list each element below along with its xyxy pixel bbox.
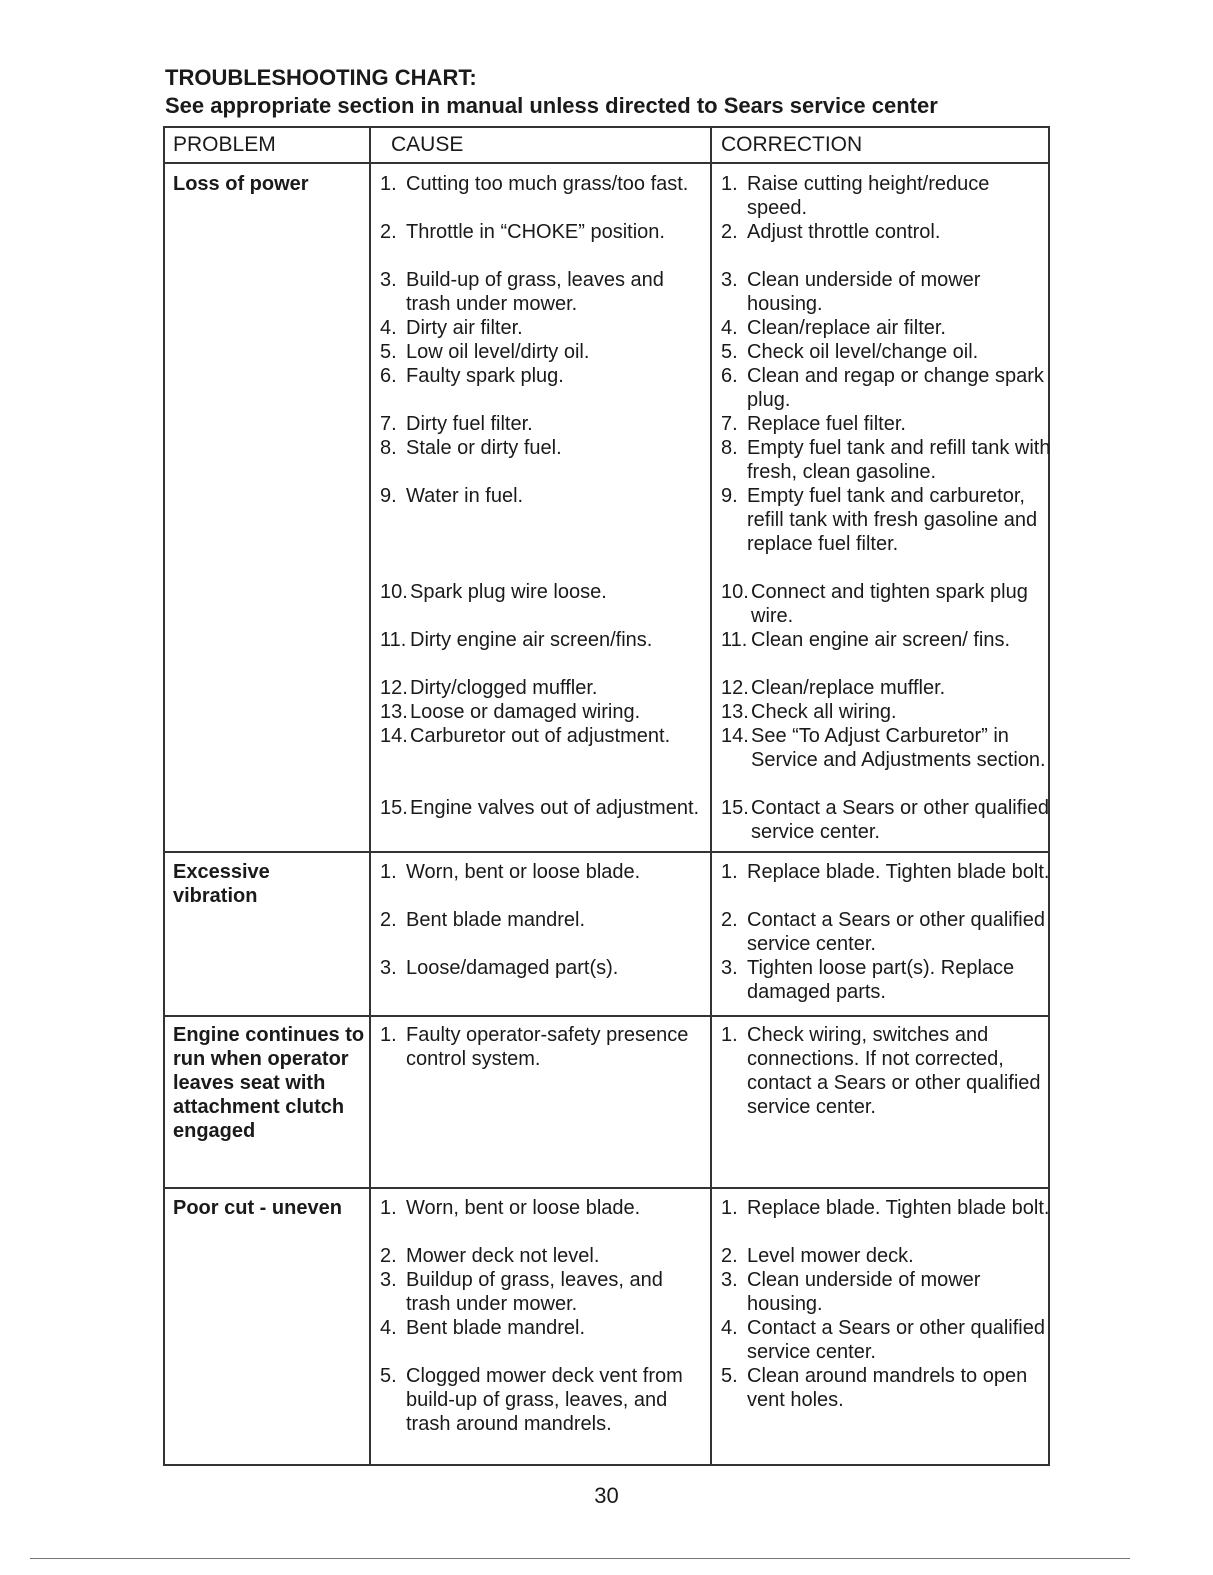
cause-item [380, 908, 700, 932]
correction-item [721, 1268, 1051, 1316]
correction-number: 5. [721, 341, 738, 363]
correction-number: 8. [721, 437, 738, 459]
cause-number: 3. [380, 957, 397, 979]
cause-text: Low oil level/dirty oil. [406, 341, 590, 363]
correction-item [721, 676, 1051, 700]
cause-number: 1. [380, 861, 397, 883]
cause-text: Build-up of grass, leaves and trash under mower. [406, 269, 664, 315]
correction-item [721, 1023, 1051, 1119]
cause-text: Dirty/clogged muffler. [410, 677, 598, 699]
correction-text: Clean/replace muffler. [751, 677, 946, 699]
correction-item [721, 1316, 1051, 1364]
cause-number: 2. [380, 1245, 397, 1267]
cause-item [380, 1244, 700, 1268]
cause-number: 9. [380, 485, 397, 507]
correction-number: 4. [721, 317, 738, 339]
correction-item [721, 220, 1051, 244]
cause-text: Bent blade mandrel. [406, 1317, 586, 1339]
cause-text: Carburetor out of adjustment. [410, 725, 671, 747]
cause-item [380, 724, 700, 748]
correction-item [721, 172, 1051, 220]
cause-number: 3. [380, 1269, 397, 1291]
cause-text: Faulty operator-safety presence control system. [406, 1024, 689, 1070]
problem-label: Poor cut - uneven [173, 1197, 342, 1219]
correction-item [721, 484, 1051, 556]
correction-number: 14. [721, 725, 749, 747]
correction-text: Check all wiring. [751, 701, 897, 723]
row-divider [165, 851, 1048, 853]
correction-item [721, 412, 1051, 436]
cause-item [380, 484, 700, 508]
cause-number: 12. [380, 677, 408, 699]
cause-item [380, 436, 700, 460]
correction-text: Clean and regap or change spark plug. [747, 365, 1044, 411]
correction-number: 2. [721, 221, 738, 243]
cause-item [380, 700, 700, 724]
cause-number: 7. [380, 413, 397, 435]
cause-number: 6. [380, 365, 397, 387]
cause-number: 5. [380, 341, 397, 363]
correction-item [721, 580, 1051, 628]
correction-text: Raise cutting height/reduce speed. [747, 173, 990, 219]
cause-number: 8. [380, 437, 397, 459]
correction-number: 12. [721, 677, 749, 699]
correction-text: Replace blade. Tighten blade bolt. [747, 1197, 1050, 1219]
correction-item [721, 268, 1051, 316]
correction-text: Replace blade. Tighten blade bolt. [747, 861, 1050, 883]
correction-item [721, 724, 1051, 772]
column-header-correction: CORRECTION [721, 133, 863, 156]
chart-heading [165, 64, 1065, 120]
correction-item [721, 340, 1051, 364]
table-header-row [165, 128, 1048, 164]
cause-item [380, 340, 700, 364]
cause-text: Dirty fuel filter. [406, 413, 533, 435]
correction-item [721, 364, 1051, 412]
correction-number: 2. [721, 1245, 738, 1267]
cause-item [380, 1196, 700, 1220]
correction-number: 10. [721, 581, 749, 603]
problem-label: Engine continues to run when operator leaves seat with attachment clutch engaged [173, 1024, 365, 1142]
cause-text: Engine valves out of adjustment. [410, 797, 700, 819]
cause-text: Mower deck not level. [406, 1245, 600, 1267]
correction-item [721, 700, 1051, 724]
correction-text: See “To Adjust Carburetor” in Service and Adjustments section. [751, 725, 1046, 771]
cause-item [380, 628, 700, 652]
cause-item [380, 1268, 700, 1316]
cause-item [380, 412, 700, 436]
cause-number: 13. [380, 701, 408, 723]
cause-number: 1. [380, 173, 397, 195]
correction-item [721, 1196, 1051, 1220]
cause-item [380, 1316, 700, 1340]
correction-text: Replace fuel filter. [747, 413, 906, 435]
column-divider [710, 128, 712, 1464]
cause-text: Buildup of grass, leaves, and trash under mower. [406, 1269, 663, 1315]
cause-text: Throttle in “CHOKE” position. [406, 221, 665, 243]
cause-number: 2. [380, 909, 397, 931]
column-divider [369, 128, 371, 1464]
cause-number: 11. [380, 629, 407, 651]
cause-number: 2. [380, 221, 397, 243]
troubleshooting-table [163, 126, 1050, 1466]
cause-text: Dirty engine air screen/fins. [410, 629, 653, 651]
cause-text: Faulty spark plug. [406, 365, 564, 387]
cause-item [380, 580, 700, 604]
cause-text: Worn, bent or loose blade. [406, 1197, 641, 1219]
correction-text: Contact a Sears or other qualified service center. [751, 797, 1049, 843]
correction-item [721, 796, 1051, 844]
cause-number: 1. [380, 1197, 397, 1219]
cause-text: Worn, bent or loose blade. [406, 861, 641, 883]
cause-item [380, 1023, 700, 1071]
problem-label: Loss of power [173, 173, 309, 195]
correction-number: 4. [721, 1317, 738, 1339]
cause-number: 5. [380, 1365, 397, 1387]
column-header-problem: PROBLEM [173, 133, 276, 156]
row-divider [165, 1187, 1048, 1189]
correction-text: Empty fuel tank and carburetor, refill tank with fresh gasoline and replace fuel filter. [747, 485, 1038, 555]
correction-number: 3. [721, 957, 738, 979]
correction-number: 11. [721, 629, 748, 651]
problem-label: Excessive vibration [173, 861, 270, 907]
column-header-cause: CAUSE [391, 133, 464, 156]
chart-subtitle: See appropriate section in manual unless directed to Sears service center [165, 93, 938, 118]
cause-number: 3. [380, 269, 397, 291]
cause-item [380, 268, 700, 316]
correction-item [721, 436, 1051, 484]
cause-number: 10. [380, 581, 408, 603]
correction-text: Clean underside of mower housing. [747, 269, 981, 315]
cause-number: 1. [380, 1024, 397, 1046]
cause-item [380, 364, 700, 388]
cause-text: Loose/damaged part(s). [406, 957, 619, 979]
correction-text: Adjust throttle control. [747, 221, 941, 243]
cause-item [380, 956, 700, 980]
correction-text: Empty fuel tank and refill tank with fresh, clean gasoline. [747, 437, 1051, 483]
correction-number: 13. [721, 701, 749, 723]
correction-item [721, 1364, 1051, 1412]
correction-item [721, 908, 1051, 956]
correction-text: Clean engine air screen/ fins. [751, 629, 1011, 651]
cause-item [380, 172, 700, 196]
row-divider [165, 1015, 1048, 1017]
correction-number: 15. [721, 797, 749, 819]
correction-text: Contact a Sears or other qualified service center. [747, 1317, 1045, 1363]
correction-number: 1. [721, 1024, 738, 1046]
page-number: 30 [594, 1483, 619, 1508]
cause-number: 15. [380, 797, 408, 819]
correction-item [721, 860, 1051, 884]
cause-text: Spark plug wire loose. [410, 581, 607, 603]
correction-text: Contact a Sears or other qualified service center. [747, 909, 1045, 955]
correction-text: Connect and tighten spark plug wire. [751, 581, 1028, 627]
cause-item [380, 676, 700, 700]
correction-number: 1. [721, 173, 738, 195]
correction-number: 7. [721, 413, 738, 435]
correction-text: Level mower deck. [747, 1245, 914, 1267]
correction-number: 2. [721, 909, 738, 931]
cause-text: Water in fuel. [406, 485, 524, 507]
correction-text: Clean/replace air filter. [747, 317, 946, 339]
cause-text: Clogged mower deck vent from build-up of grass, leaves, and trash around mandrels. [406, 1365, 683, 1435]
correction-item [721, 628, 1051, 652]
correction-number: 9. [721, 485, 738, 507]
correction-number: 1. [721, 861, 738, 883]
cause-number: 4. [380, 317, 397, 339]
correction-item [721, 1244, 1051, 1268]
cause-text: Cutting too much grass/too fast. [406, 173, 689, 195]
correction-text: Tighten loose part(s). Replace damaged parts. [747, 957, 1015, 1003]
correction-number: 6. [721, 365, 738, 387]
correction-text: Clean underside of mower housing. [747, 1269, 981, 1315]
correction-number: 1. [721, 1197, 738, 1219]
correction-item [721, 316, 1051, 340]
cause-text: Stale or dirty fuel. [406, 437, 562, 459]
cause-text: Loose or damaged wiring. [410, 701, 641, 723]
cause-text: Bent blade mandrel. [406, 909, 586, 931]
cause-item [380, 220, 700, 244]
footer-divider [30, 1558, 1130, 1559]
cause-text: Dirty air filter. [406, 317, 523, 339]
cause-number: 14. [380, 725, 408, 747]
correction-text: Check wiring, switches and connections. If not corrected, contact a Sears or other qualified service center. [747, 1024, 1041, 1118]
cause-item [380, 316, 700, 340]
cause-item [380, 796, 700, 820]
cause-item [380, 860, 700, 884]
cause-item [380, 1364, 700, 1436]
correction-item [721, 956, 1051, 1004]
correction-text: Clean around mandrels to open vent holes. [747, 1365, 1028, 1411]
chart-title: TROUBLESHOOTING CHART: [165, 65, 477, 90]
cause-number: 4. [380, 1317, 397, 1339]
correction-number: 5. [721, 1365, 738, 1387]
correction-number: 3. [721, 1269, 738, 1291]
correction-number: 3. [721, 269, 738, 291]
correction-text: Check oil level/change oil. [747, 341, 979, 363]
